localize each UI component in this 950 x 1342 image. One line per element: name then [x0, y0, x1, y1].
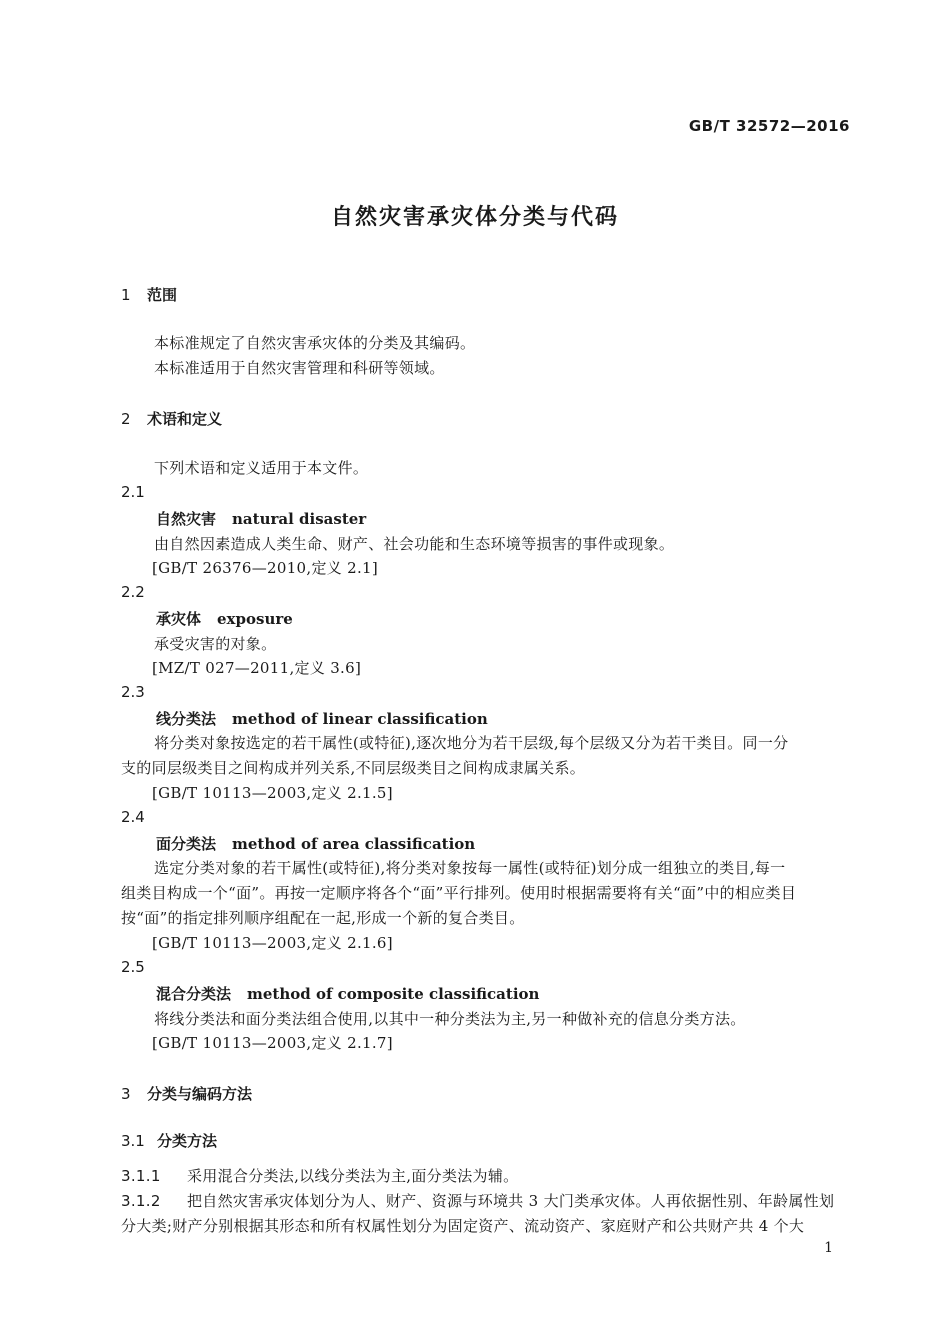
- term-definition: 支的同层级类目之间构成并列关系,不同层级类目之间构成隶属关系。: [121, 759, 586, 777]
- term-heading: [156, 508, 366, 529]
- clause-3-1-2: [121, 1190, 834, 1211]
- term-definition: 将分类对象按选定的若干属性(或特征),逐次地分为若干层级,每个层级又分为若干类目。同一分: [154, 734, 789, 752]
- paragraph: 下列术语和定义适用于本文件。: [154, 459, 369, 477]
- page-number: 1: [824, 1240, 833, 1256]
- clause-text: 把自然灾害承灾体划分为人、财产、资源与环境共 3 大门类承灾体。人再依据性别、年龄属性划: [187, 1192, 835, 1210]
- term-chinese: 自然灾害: [156, 510, 217, 528]
- term-definition: 由自然因素造成人类生命、财产、社会功能和生态环境等损害的事件或现象。: [154, 535, 675, 553]
- section-title: 分类与编码方法: [147, 1085, 253, 1103]
- term-definition: 承受灾害的对象。: [154, 635, 277, 653]
- clause-number: 3.1.1: [121, 1167, 161, 1185]
- section-number: 3: [121, 1085, 131, 1103]
- section-number: 1: [121, 286, 131, 304]
- term-definition: 按“面”的指定排列顺序组配在一起,形成一个新的复合类目。: [121, 909, 525, 927]
- term-number: 2.3: [121, 683, 145, 701]
- section-title: 范围: [147, 286, 178, 304]
- term-chinese: 面分类法: [156, 835, 217, 853]
- section-2-heading: [121, 408, 222, 429]
- document-title: 自然灾害承灾体分类与代码: [330, 205, 619, 230]
- term-source: [MZ/T 027—2011,定义 3.6]: [152, 659, 362, 677]
- term-heading: [156, 708, 488, 729]
- term-number: 2.2: [121, 583, 145, 601]
- term-english: exposure: [217, 610, 293, 628]
- term-english: method of area classification: [232, 835, 476, 853]
- section-number: 2: [121, 410, 131, 428]
- subsection-title: 分类方法: [157, 1132, 218, 1150]
- paragraph: 本标准规定了自然灾害承灾体的分类及其编码。: [154, 334, 476, 352]
- clause-number: 3.1.2: [121, 1192, 161, 1210]
- term-source: [GB/T 10113—2003,定义 2.1.7]: [152, 1034, 393, 1052]
- section-title: 术语和定义: [147, 410, 223, 428]
- term-chinese: 承灾体: [156, 610, 202, 628]
- section-1-heading: [121, 284, 177, 305]
- term-english: method of linear classification: [232, 710, 488, 728]
- clause-text: 采用混合分类法,以线分类法为主,面分类法为辅。: [187, 1167, 519, 1185]
- term-heading: [156, 833, 475, 854]
- subsection-number: 3.1: [121, 1132, 145, 1150]
- term-heading: [156, 608, 293, 629]
- term-definition: 组类目构成一个“面”。再按一定顺序将各个“面”平行排列。使用时根据需要将有关“面”中的相应类目: [121, 884, 797, 902]
- clause-3-1-1: [121, 1165, 518, 1186]
- term-number: 2.5: [121, 958, 145, 976]
- term-chinese: 混合分类法: [156, 985, 232, 1003]
- section-3-heading: [121, 1083, 252, 1104]
- term-number: 2.1: [121, 483, 145, 501]
- clause-text-continued: 分大类;财产分别根据其形态和所有权属性划分为固定资产、流动资产、家庭财产和公共财产共 4 个大: [121, 1217, 805, 1235]
- term-source: [GB/T 26376—2010,定义 2.1]: [152, 559, 379, 577]
- term-chinese: 线分类法: [156, 710, 217, 728]
- term-english: natural disaster: [232, 510, 367, 528]
- paragraph: 本标准适用于自然灾害管理和科研等领域。: [154, 359, 445, 377]
- standard-code: GB/T 32572—2016: [688, 117, 850, 135]
- subsection-3-1-heading: [121, 1130, 217, 1151]
- term-source: [GB/T 10113—2003,定义 2.1.5]: [152, 784, 393, 802]
- term-definition: 将线分类法和面分类法组合使用,以其中一种分类法为主,另一种做补充的信息分类方法。: [154, 1010, 746, 1028]
- term-number: 2.4: [121, 808, 145, 826]
- term-english: method of composite classification: [247, 985, 540, 1003]
- term-definition: 选定分类对象的若干属性(或特征),将分类对象按每一属性(或特征)划分成一组独立的类目,每一: [154, 859, 786, 877]
- term-source: [GB/T 10113—2003,定义 2.1.6]: [152, 934, 393, 952]
- term-heading: [156, 983, 539, 1004]
